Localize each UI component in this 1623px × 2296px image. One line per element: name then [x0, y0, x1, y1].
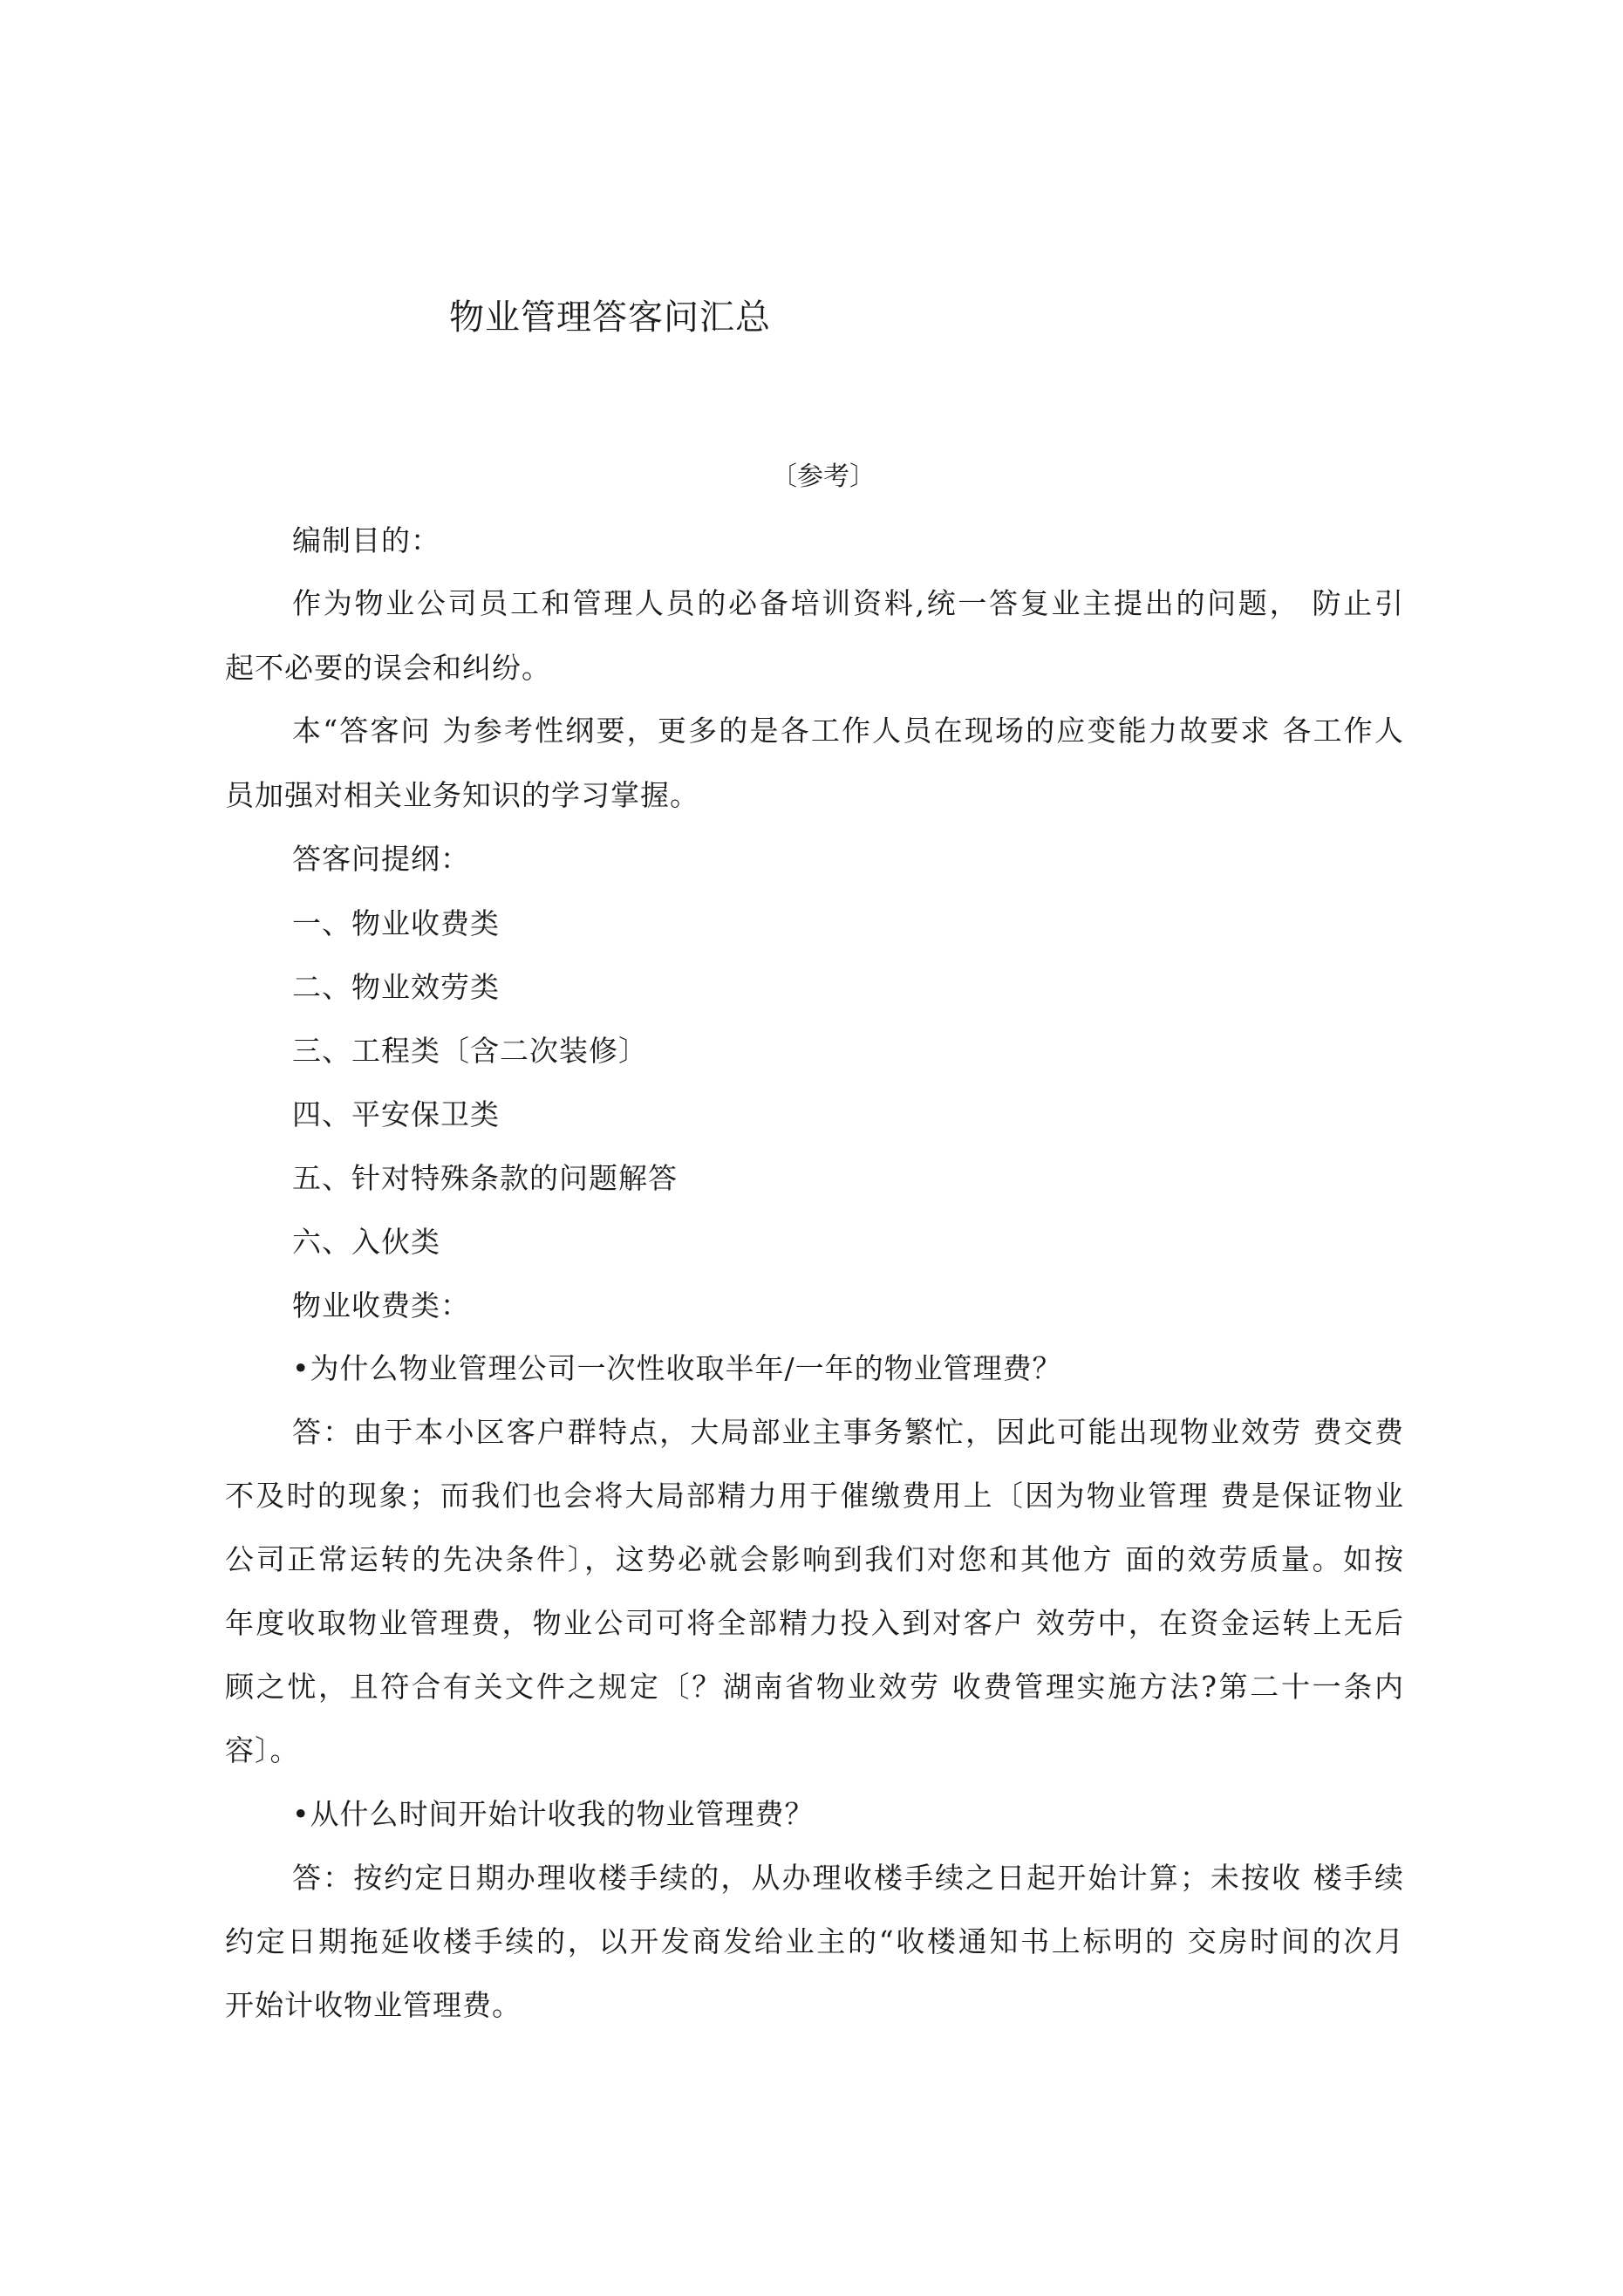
- answer-2-line: 答：按约定日期办理收楼手续的，从办理收楼手续之日起开始计算；未按收 楼手续: [292, 1861, 1404, 1895]
- document-title: 物业管理答客问汇总: [449, 297, 771, 338]
- outline-item: 四、平安保卫类: [292, 1097, 500, 1131]
- outline-item: 三、工程类〔含二次装修〕: [292, 1034, 648, 1068]
- purpose-line-2: 起不必要的误会和纠纷。: [225, 651, 551, 685]
- answer-1-line: 不及时的现象；而我们也会将大局部精力用于催缴费用上〔因为物业管理 费是保证物业: [225, 1479, 1404, 1513]
- question-2: •从什么时间开始计收我的物业管理费？: [292, 1797, 815, 1831]
- answer-1-line: 答：由于本小区客户群特点，大局部业主事务繁忙，因此可能出现物业效劳 费交费: [292, 1415, 1404, 1449]
- note-line-1: 本“答客问 为参考性纲要，更多的是各工作人员在现场的应变能力故要求 各工作人: [292, 714, 1404, 748]
- purpose-heading: 编制目的：: [292, 523, 440, 557]
- reference-note: 〔参考〕: [771, 461, 876, 492]
- answer-1-line: 公司正常运转的先决条件〕，这势必就会影响到我们对您和其他方 面的效劳质量。如按: [225, 1542, 1404, 1576]
- outline-item: 六、入伙类: [292, 1225, 440, 1259]
- answer-1-line: 年度收取物业管理费，物业公司可将全部精力投入到对客户 效劳中，在资金运转上无后: [225, 1606, 1404, 1640]
- outline-item: 五、针对特殊条款的问题解答: [292, 1161, 678, 1195]
- outline-item: 二、物业效劳类: [292, 970, 500, 1004]
- note-line-2: 员加强对相关业务知识的学习掌握。: [225, 778, 699, 812]
- question-1: •为什么物业管理公司一次性收取半年/一年的物业管理费？: [292, 1351, 1062, 1385]
- section-heading: 物业收费类：: [292, 1288, 470, 1322]
- answer-1-line: 容〕。: [225, 1733, 300, 1767]
- answer-1-line: 顾之忧，且符合有关文件之规定〔？湖南省物业效劳 收费管理实施方法?第二十一条内: [225, 1670, 1404, 1704]
- answer-2-line: 约定日期拖延收楼手续的，以开发商发给业主的“收楼通知书上标明的 交房时间的次月: [225, 1924, 1404, 1958]
- answer-2-line: 开始计收物业管理费。: [225, 1988, 522, 2022]
- outline-heading: 答客问提纲：: [292, 842, 470, 876]
- outline-item: 一、物业收费类: [292, 906, 500, 940]
- purpose-line-1: 作为物业公司员工和管理人员的必备培训资料,统一答复业主提出的问题， 防止引: [292, 586, 1404, 620]
